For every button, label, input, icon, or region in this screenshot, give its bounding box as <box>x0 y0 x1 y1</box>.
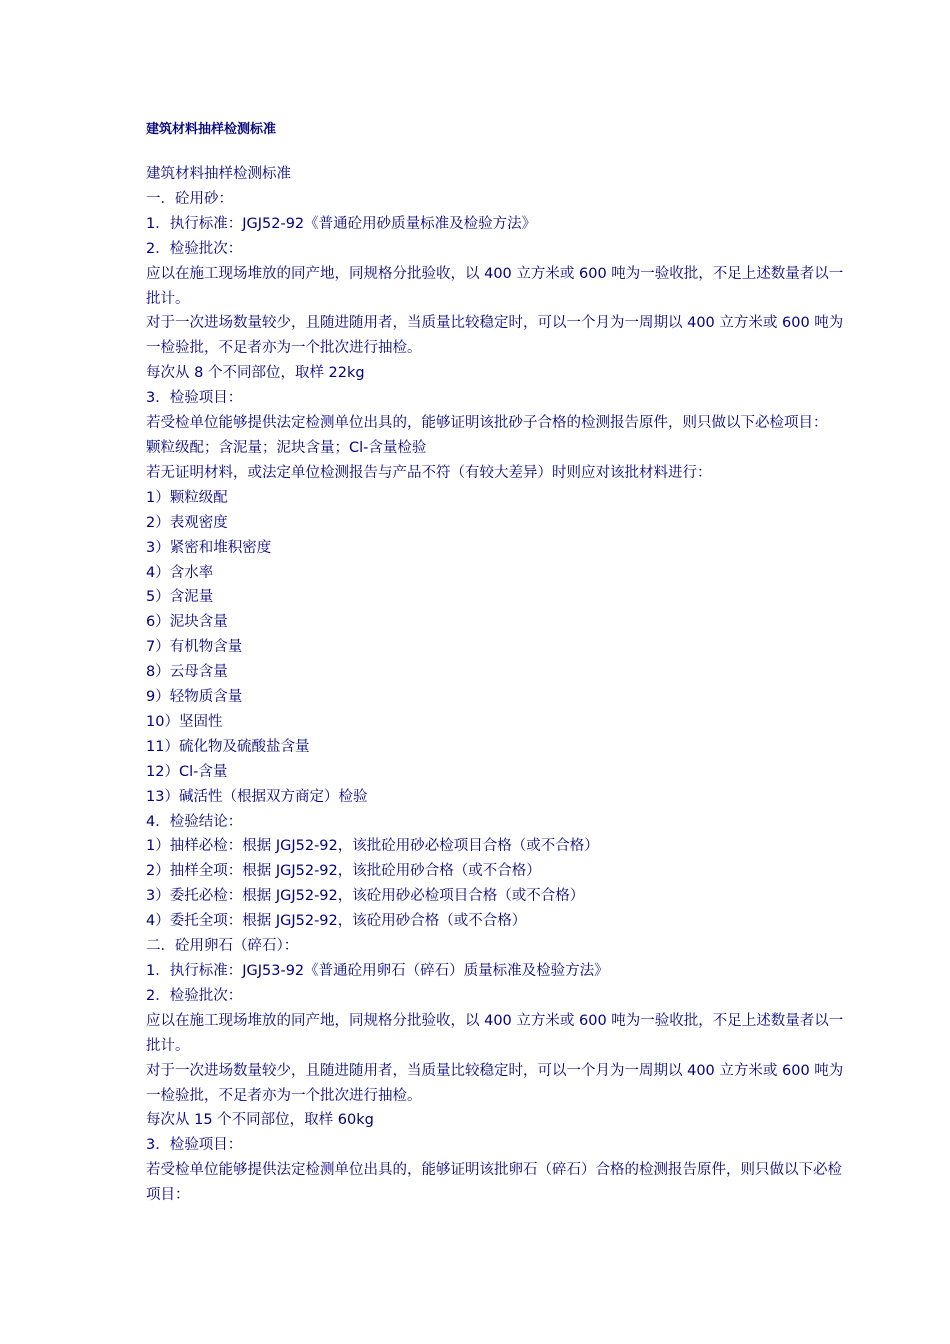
list-item: 1）颗粒级配 <box>146 489 228 506</box>
paragraph: 2．检验批次： <box>146 987 243 1004</box>
paragraph: 颗粒级配；含泥量；泥块含量；Cl-含量检验 <box>146 439 427 456</box>
document-title: 建筑材料抽样检测标准 <box>146 122 277 137</box>
list-item: 8）云母含量 <box>146 664 228 681</box>
paragraph: 每次从 15 个不同部位，取样 60kg <box>146 1112 374 1129</box>
list-item: 3）紧密和堆积密度 <box>146 539 272 556</box>
list-item: 12）Cl-含量 <box>146 763 228 780</box>
paragraph: 建筑材料抽样检测标准 <box>146 166 291 182</box>
paragraph: 对于一次进场数量较少，且随进随用者，当质量比较稳定时，可以一个月为一周期以 400 立方米或 600 吨为一检验批，不足者亦为一个批次进行抽检。 <box>146 315 844 357</box>
paragraph: 4．检验结论： <box>146 813 243 830</box>
paragraph: 1．执行标准：JGJ53-92《普通砼用卵石（碎石）质量标准及检验方法》 <box>146 963 609 979</box>
list-item: 11）硫化物及硫酸盐含量 <box>146 738 310 755</box>
list-item: 1）抽样必检：根据 JGJ52-92，该批砼用砂必检项目合格（或不合格） <box>146 838 599 855</box>
list-item: 5）含泥量 <box>146 589 214 606</box>
paragraph: 若受检单位能够提供法定检测单位出具的，能够证明该批卵石（碎石）合格的检测报告原件，则只做以下必检项目： <box>146 1162 842 1204</box>
list-item: 10）坚固性 <box>146 713 223 730</box>
list-item: 9）轻物质含量 <box>146 689 243 706</box>
list-item: 4）含水率 <box>146 564 214 581</box>
list-item: 13）碱活性（根据双方商定）检验 <box>146 788 368 805</box>
paragraph: 应以在施工现场堆放的同产地，同规格分批验收，以 400 立方米或 600 吨为一验收批，不足上述数量者以一批计。 <box>146 265 844 307</box>
paragraph: 3．检验项目： <box>146 1137 243 1154</box>
paragraph: 1．执行标准：JGJ52-92《普通砼用砂质量标准及检验方法》 <box>146 215 537 232</box>
list-item: 7）有机物含量 <box>146 639 243 656</box>
section-heading: 一．砼用砂： <box>146 190 233 207</box>
paragraph: 若受检单位能够提供法定检测单位出具的，能够证明该批砂子合格的检测报告原件，则只做以下必检项目： <box>146 415 828 432</box>
paragraph: 3．检验项目： <box>146 390 243 407</box>
paragraph: 每次从 8 个不同部位，取样 22kg <box>146 365 365 382</box>
list-item: 2）抽样全项：根据 JGJ52-92，该批砼用砂合格（或不合格） <box>146 863 541 880</box>
list-item: 2）表观密度 <box>146 514 228 531</box>
paragraph: 对于一次进场数量较少，且随进随用者，当质量比较稳定时，可以一个月为一周期以 400 立方米或 600 吨为一检验批，不足者亦为一个批次进行抽检。 <box>146 1062 844 1104</box>
paragraph: 2．检验批次： <box>146 240 243 257</box>
list-item: 3）委托必检：根据 JGJ52-92，该砼用砂必检项目合格（或不合格） <box>146 888 585 905</box>
paragraph: 应以在施工现场堆放的同产地，同规格分批验收，以 400 立方米或 600 吨为一验收批，不足上述数量者以一批计。 <box>146 1012 844 1054</box>
document-body <box>146 162 852 1208</box>
section-heading: 二．砼用卵石（碎石）： <box>146 938 299 955</box>
list-item: 6）泥块含量 <box>146 614 228 631</box>
paragraph: 若无证明材料，或法定单位检测报告与产品不符（有较大差异）时则应对该批材料进行： <box>146 464 712 481</box>
list-item: 4）委托全项：根据 JGJ52-92，该砼用砂合格（或不合格） <box>146 913 527 930</box>
